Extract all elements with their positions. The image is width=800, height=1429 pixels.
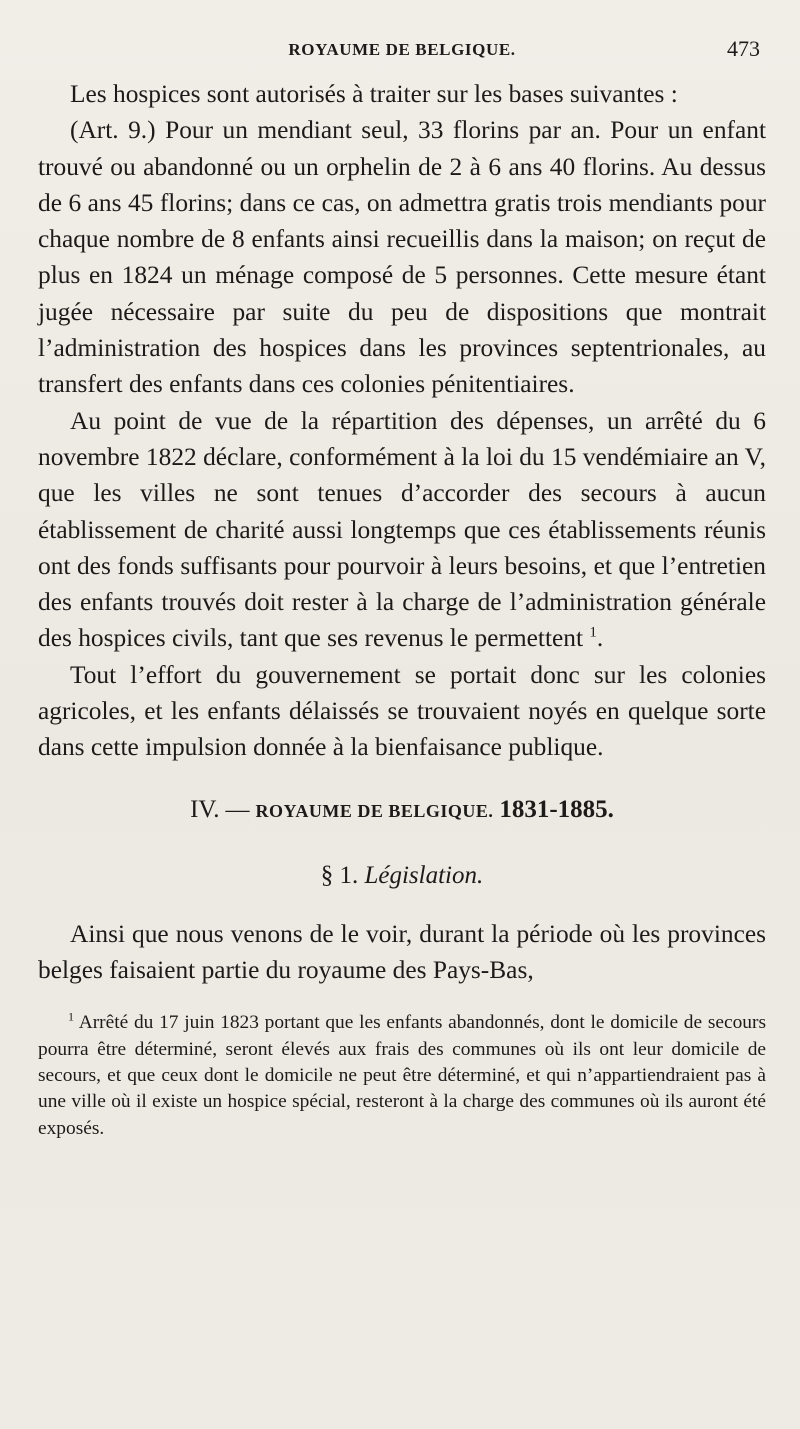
main-text [38, 76, 766, 766]
subsection-title: Législation. [364, 861, 484, 889]
section-dash: — [225, 796, 250, 823]
page-number: 473 [727, 36, 760, 61]
paragraph-3 [38, 403, 766, 657]
footnote-marker: 1 [68, 1009, 74, 1024]
subsection-heading [38, 862, 766, 902]
section-title: ROYAUME DE BELGIQUE. [255, 800, 494, 821]
closing-text [38, 916, 766, 989]
running-title: ROYAUME DE BELGIQUE. [288, 40, 516, 59]
paragraph-2: (Art. 9.) Pour un mendiant seul, 33 florins par an. Pour un enfant trouvé ou abandonné ou un orphelin de 2 à 6 ans 40 florins. Au dessus de 6 ans 45 florins; dans ce cas, on admettra gratis trois mendiants pour chaque nombre de 8 enfants ainsi recueillis dans la maison; on reçut de plus en 1824 un ménage composé de 5 personnes. Cette mesure étant jugée nécessaire par suite du peu de dispositions que montrait l’administration des hospices dans les provinces septentrionales, au transfert des enfants dans ces colonies pénitentiaires. [38, 116, 766, 399]
section-roman-numeral: IV. [190, 795, 220, 823]
paragraph-3-period: . [596, 624, 604, 653]
subsection-number: § 1. [320, 861, 359, 889]
section-heading [38, 796, 766, 836]
footnote-reference: 1 [589, 624, 597, 641]
paragraph-3-text: Au point de vue de la répartition des dépenses, un arrêté du 6 novembre 1822 déclare, conformément à la loi du 15 vendémiaire an V, que les villes ne sont tenues d’accorder des secours à aucun établissement de charité aussi longtemps que ces établissements réunis ont des fonds suffisants pour pourvoir à leurs besoins, et que l’entretien des enfants trouvés doit rester à la charge de l’administration générale des hospices civils, tant que ses revenus le permettent [38, 406, 766, 653]
footnote-text: Arrêté du 17 juin 1823 portant que les enfants abandonnés, dont le domicile de secours pourra être déterminé, seront élevés aux frais des communes où ils ont leur domicile de secours, et que ceux dont le domicile ne peut être déterminé, et qui n’appartiendraient pas à une ville où il existe un hospice spécial, resteront à la charge des communes où ils auront été exposés. [38, 1012, 766, 1139]
section-years: 1831-1885. [499, 795, 614, 823]
closing-paragraph: Ainsi que nous venons de le voir, durant la période où les provinces belges faisaient partie du royaume des Pays-Bas, [38, 919, 766, 984]
running-head [38, 36, 766, 76]
paragraph-4: Tout l’effort du gouvernement se portait donc sur les colonies agricoles, et les enfants délaissés se trouvaient noyés en quelque sorte dans cette impulsion donnée à la bienfaisance publique. [38, 660, 766, 762]
footnote [38, 1010, 766, 1142]
paragraph-1: Les hospices sont autorisés à traiter sur les bases suivantes : [70, 80, 678, 108]
